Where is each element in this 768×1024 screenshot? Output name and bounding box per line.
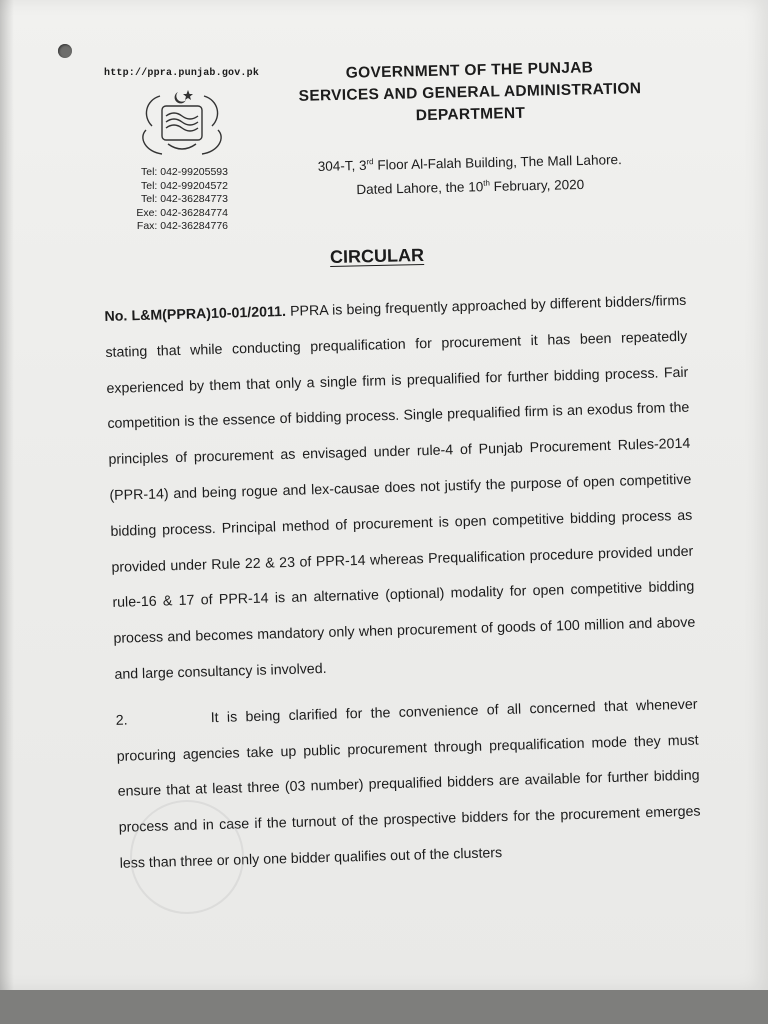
punch-hole bbox=[58, 44, 72, 58]
contact-line: Tel: 042-36284773 bbox=[141, 193, 228, 205]
header-line-2: SERVICES AND GENERAL ADMINISTRATION bbox=[298, 80, 642, 105]
background-surface bbox=[0, 990, 768, 1024]
header-line-3: DEPARTMENT bbox=[415, 104, 526, 125]
paragraph-2-text: It is being clarified for the convenience of all concerned that whenever procuring agencies take up public procurement through prequalification mode they must ensure that at least three (03 number) prequalified bidders are available for further bidding process and in case if the turnout of the prospective bidders for the procurement emerges less than three or only one bidder qualifies out of the clusters bbox=[116, 696, 701, 872]
punjab-emblem-icon bbox=[132, 86, 232, 162]
contact-line: Tel: 042-99205593 bbox=[141, 166, 228, 178]
contact-line: Fax: 042-36284776 bbox=[136, 220, 228, 232]
page-edge-shadow bbox=[0, 0, 14, 990]
document-title: CIRCULAR bbox=[329, 245, 425, 267]
address-block bbox=[300, 146, 641, 201]
paragraph-1-text: PPRA is being frequently approached by different bidders/firms stating that while conducting prequalification for procurement it has been repeatedly experienced by them that only a single firm is prequalified for further bidding process. Fair competition is the essence of bidding process. Single prequalified firm is an exodus from the principles of procurement as envisaged under rule-4 of Punjab Procurement Rules-2014 (PPR-14) and being rogue and lex-causae does not justify the purpose of open competitive bidding process. Principal method of procurement is open competitive bidding process as provided under Rule 22 & 23 of PPR-14 whereas Prequalification procedure provided under rule-16 & 17 of PPR-14 is an alternative (optional) modality for open competitive bidding process and becomes mandatory only when procurement of goods of 100 million and above and large consultancy is involved. bbox=[105, 292, 696, 683]
paragraph-1 bbox=[104, 284, 697, 694]
contact-line: Exe: 042-36284774 bbox=[136, 206, 228, 219]
date-line: Dated Lahore, the 10th February, 2020 bbox=[356, 176, 585, 197]
reference-number: No. L&M(PPRA)10-01/2011. bbox=[104, 303, 287, 325]
website-url: http://ppra.punjab.gov.pk bbox=[104, 68, 260, 79]
office-address: 304-T, 3rd Floor Al-Falah Building, The Mall Lahore. bbox=[317, 152, 622, 174]
contact-line: Tel: 042-99204572 bbox=[141, 179, 228, 192]
contact-numbers bbox=[118, 166, 228, 234]
letterhead-title bbox=[249, 55, 690, 131]
header-line-1: GOVERNMENT OF THE PUNJAB bbox=[345, 59, 594, 82]
paragraph-number: 2. bbox=[115, 712, 128, 729]
